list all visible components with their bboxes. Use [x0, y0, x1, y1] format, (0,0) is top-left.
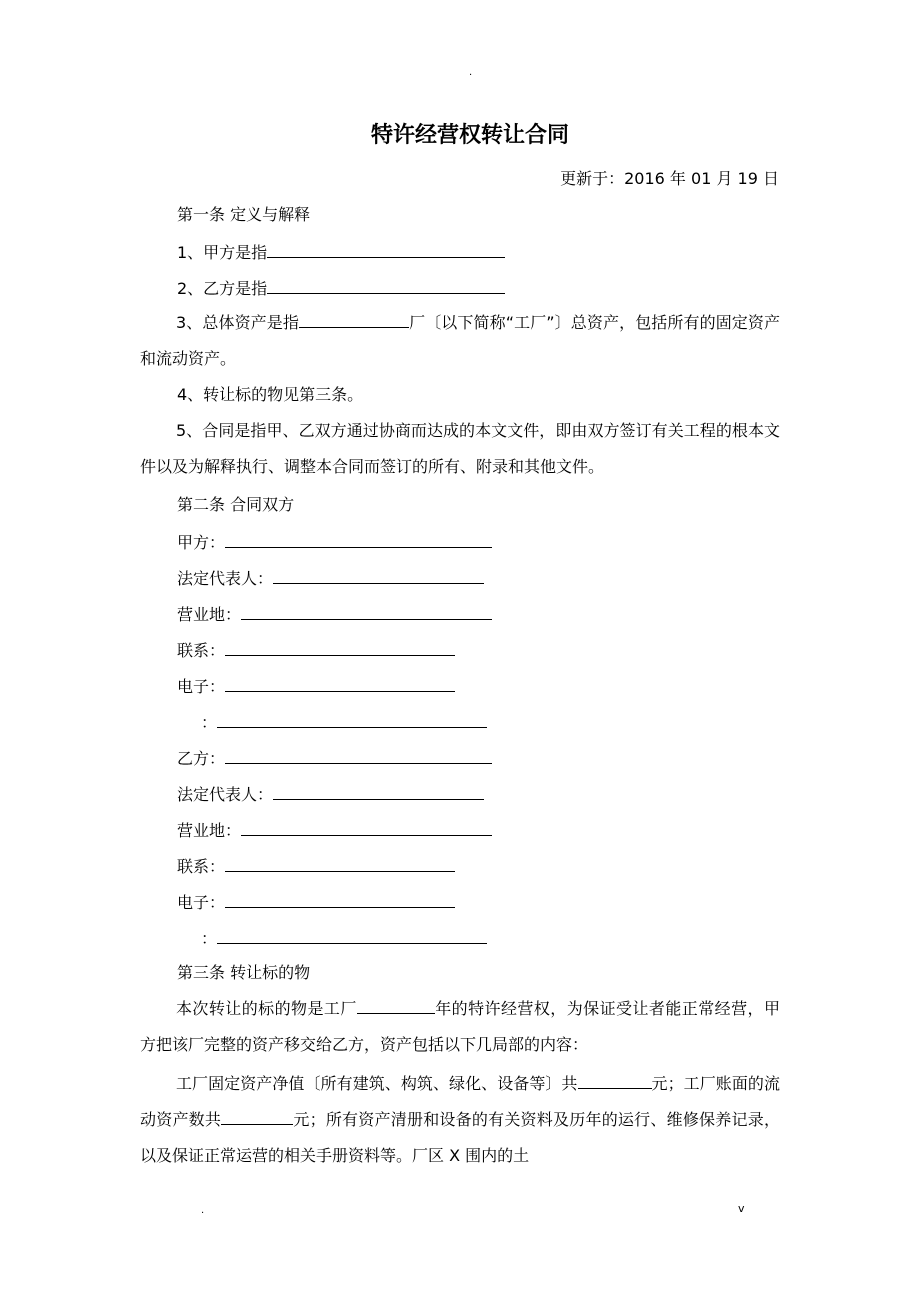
p1-text-b: 年的特许经营权，为保证受让者能正常经营，甲方把该厂完整的资产移交给乙方，资产包括以下几局部的内容：	[140, 999, 780, 1054]
article1-item2	[177, 275, 505, 301]
party-a-contact-row	[177, 637, 455, 663]
blank-field	[225, 889, 455, 908]
party-b-contact-row	[177, 853, 455, 879]
document-title: 特许经营权转让合同	[370, 123, 569, 148]
p1-text-a: 本次转让的标的物是工厂	[176, 999, 357, 1018]
blank-field	[578, 1070, 652, 1089]
colon-label: ：	[201, 713, 218, 732]
blank-field	[221, 1106, 293, 1125]
item3-label: 3、总体资产是指	[176, 313, 299, 332]
article1-item5: 5、合同是指甲、乙双方通过协商而达成的本文文件，即由双方签订有关工程的根本文件以及为解释执行、调整本合同而签订的所有、附录和其他文件。	[140, 421, 780, 476]
blank-field	[225, 673, 455, 692]
rep-label: 法定代表人：	[177, 569, 274, 588]
blank-field	[299, 309, 409, 328]
blank-field	[217, 709, 487, 728]
address-label: 营业地：	[177, 605, 242, 624]
party-a-rep-row	[177, 565, 484, 591]
address-label: 营业地：	[177, 821, 242, 840]
party-b-row	[177, 745, 492, 771]
item3-text: 厂〔以下简称“工厂”〕总资产，包括所有的固定资产和流动资产。	[140, 313, 780, 368]
blank-field	[225, 853, 455, 872]
blank-field	[241, 817, 492, 836]
article1-heading: 第一条 定义与解释	[177, 205, 311, 224]
email-label: 电子：	[177, 893, 226, 912]
contact-label: 联系：	[177, 857, 226, 876]
article1-item3	[140, 305, 780, 377]
blank-field	[225, 529, 492, 548]
party-a-row	[177, 529, 492, 555]
blank-field	[225, 637, 455, 656]
blank-field	[225, 745, 492, 764]
colon-label: ：	[201, 929, 218, 948]
p2-text-c: 元；所有资产清册和设备的有关资料及历年的运行、维修保养记录，以及保证正常运营的相关手册资料等。厂区 X 围内的土	[140, 1110, 780, 1165]
contact-label: 联系：	[177, 641, 226, 660]
article3-paragraph1	[140, 991, 780, 1063]
footer-left-mark: .	[201, 1205, 205, 1216]
item2-label: 2、乙方是指	[177, 279, 268, 298]
updated-date: 更新于：2016 年 01 月 19 日	[560, 169, 779, 188]
rep-label: 法定代表人：	[177, 785, 274, 804]
party-a-address-row	[177, 601, 492, 627]
party-b-extra-row	[201, 925, 487, 951]
header-mark: .	[469, 67, 473, 78]
footer-right-mark: v	[738, 1202, 745, 1215]
p2-text-a: 工厂固定资产净值〔所有建筑、构筑、绿化、设备等〕共	[176, 1074, 578, 1093]
party-a-label: 甲方：	[177, 533, 226, 552]
p2-text-b: 元；工厂账面的流动资产数共	[140, 1074, 780, 1129]
blank-field	[273, 781, 484, 800]
party-b-label: 乙方：	[177, 749, 226, 768]
email-label: 电子：	[177, 677, 226, 696]
blank-field	[241, 601, 492, 620]
article2-heading: 第二条 合同双方	[177, 495, 295, 514]
article3-heading: 第三条 转让标的物	[177, 963, 311, 982]
article1-item1	[177, 239, 505, 265]
party-b-email-row	[177, 889, 455, 915]
blank-field	[267, 275, 505, 294]
party-a-extra-row	[201, 709, 487, 735]
blank-field	[357, 995, 435, 1014]
article1-item4: 4、转让标的物见第三条。	[177, 385, 364, 404]
party-b-rep-row	[177, 781, 484, 807]
blank-field	[267, 239, 505, 258]
article3-paragraph2	[140, 1066, 780, 1174]
party-b-address-row	[177, 817, 492, 843]
blank-field	[217, 925, 487, 944]
item1-label: 1、甲方是指	[177, 243, 268, 262]
blank-field	[273, 565, 484, 584]
party-a-email-row	[177, 673, 455, 699]
